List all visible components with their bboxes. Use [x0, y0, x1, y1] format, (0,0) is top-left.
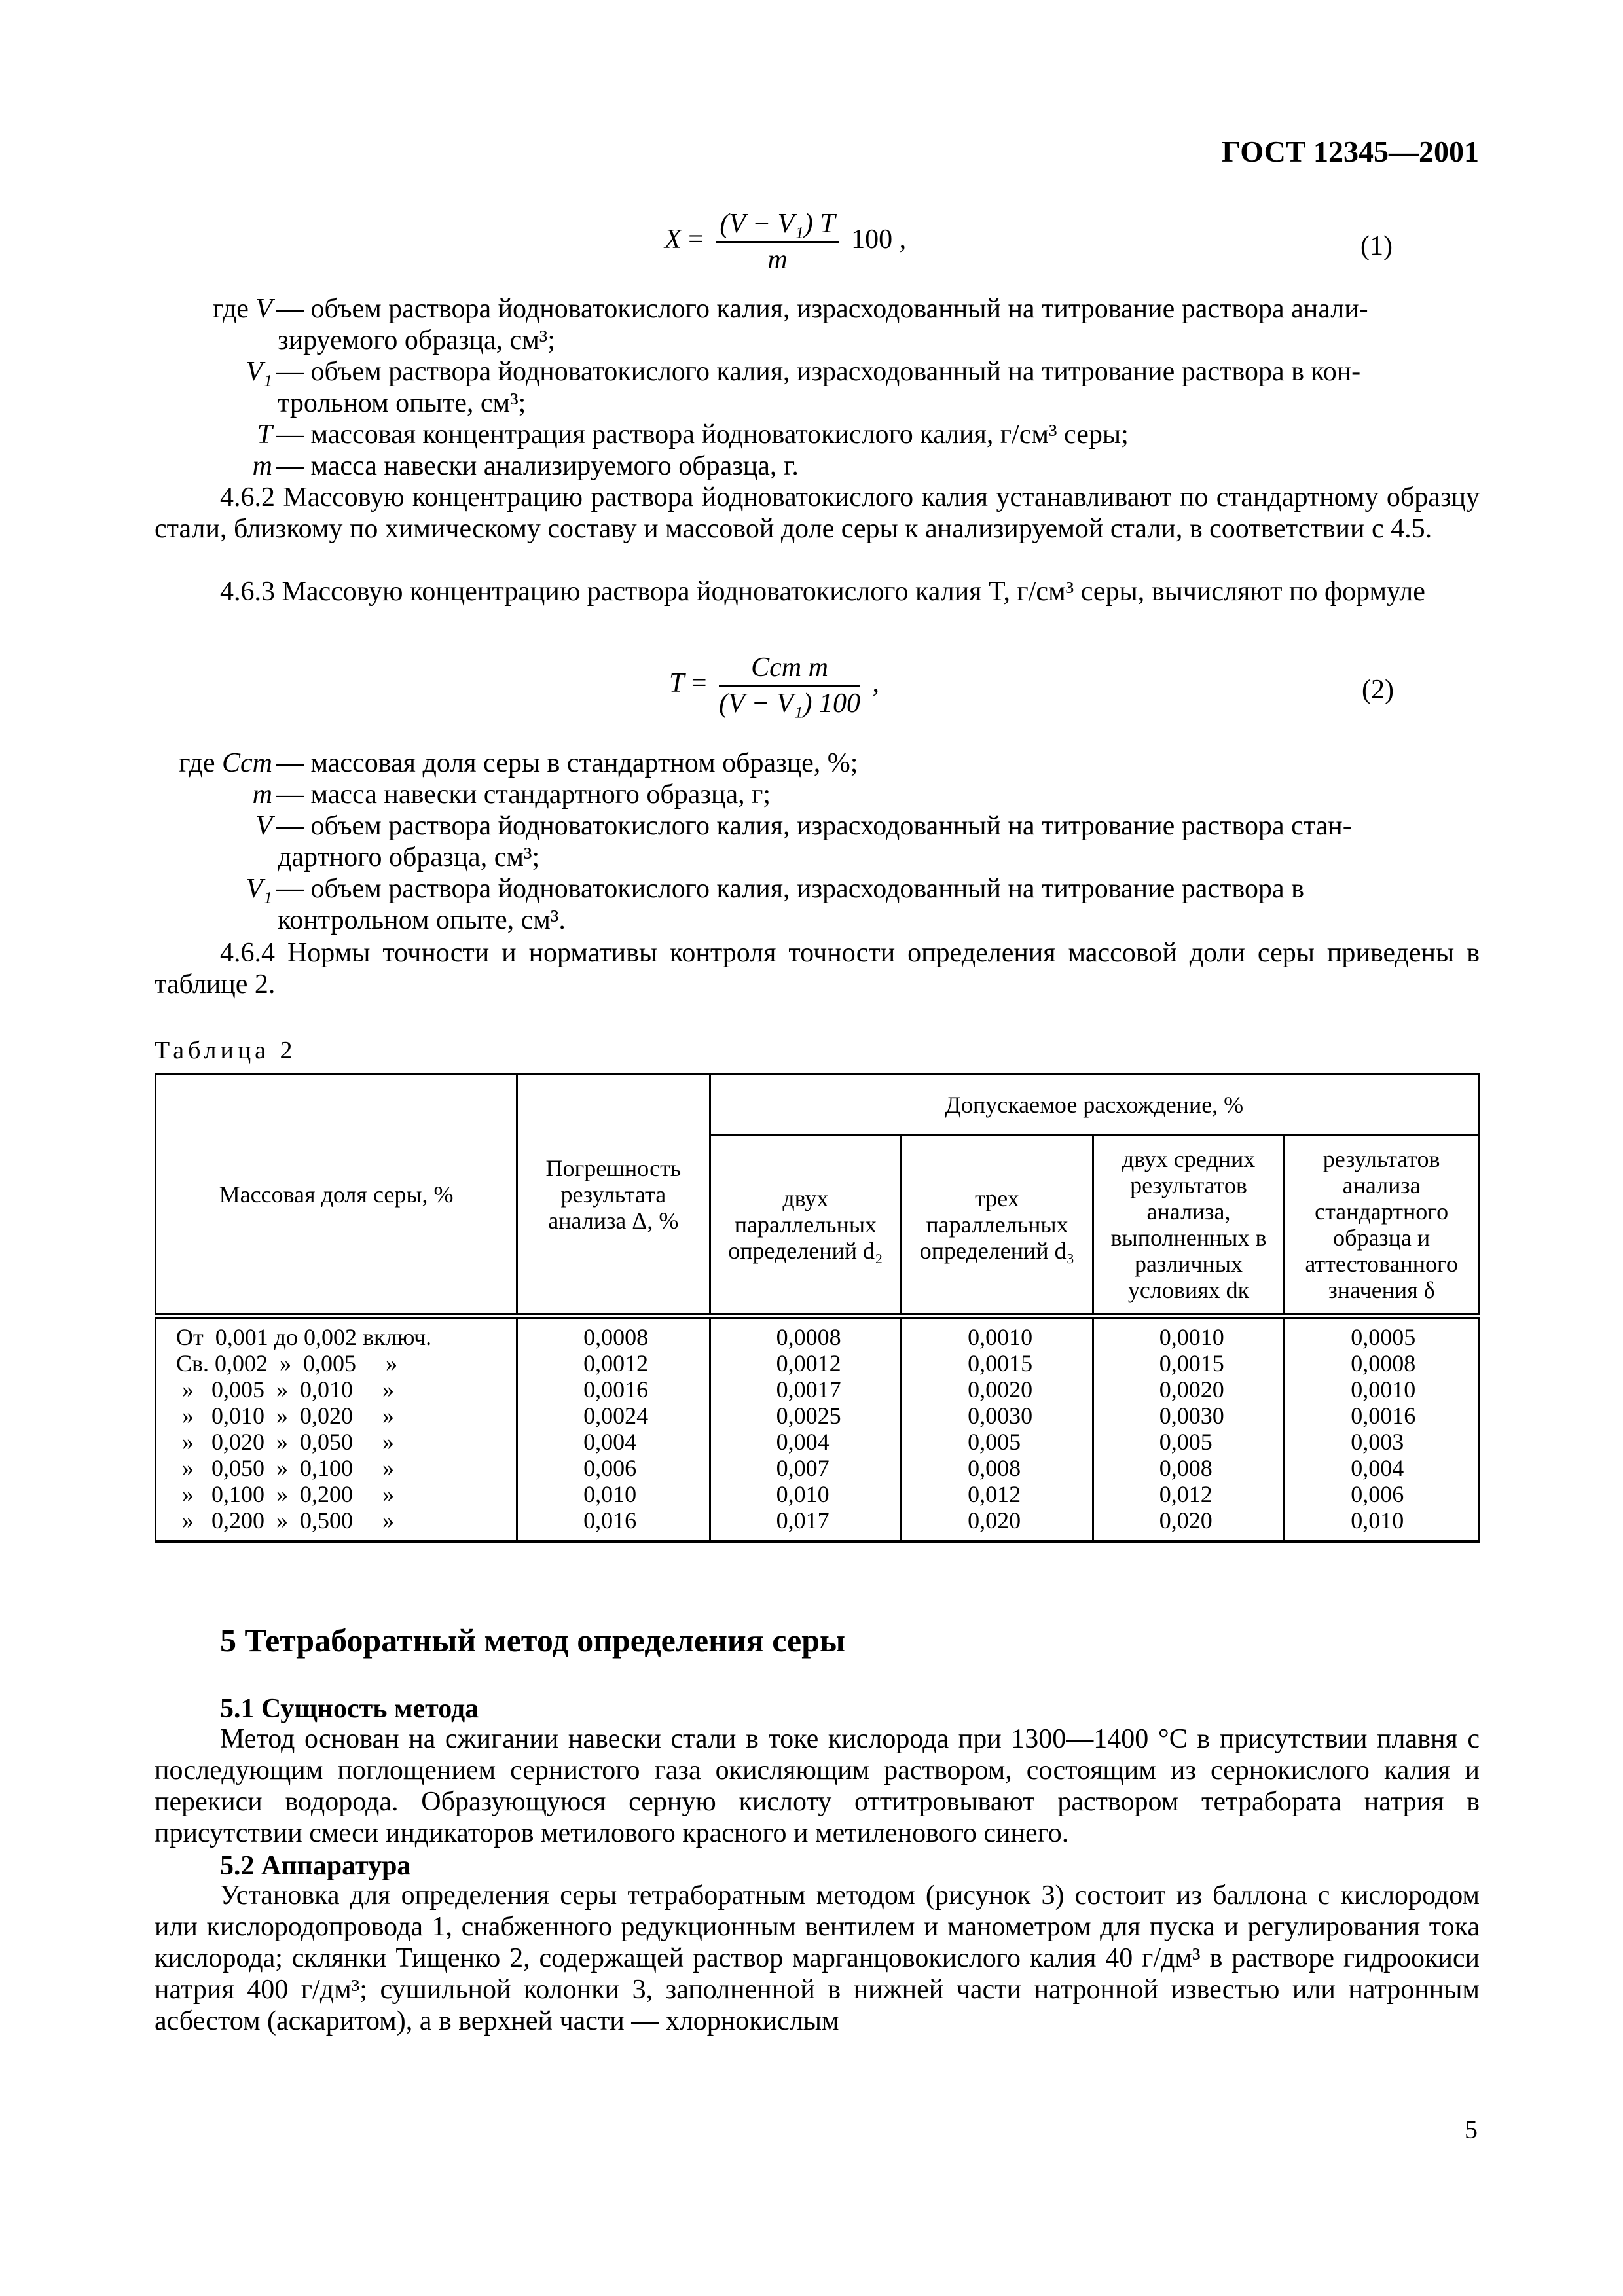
- cell-d3: 0,012: [902, 1481, 1093, 1507]
- definition-text: — объем раствора йодноватокислого калия, израсходованный на титрование раствора в: [276, 874, 1304, 904]
- paragraph-4-6-4: 4.6.4 Нормы точности и нормативы контроля точности определения массовой доли серы приведены в таблице 2.: [155, 938, 1480, 999]
- header-error: Погрешность результата анализа Δ, %: [517, 1075, 710, 1316]
- cell-d2: 0,0012: [710, 1350, 902, 1376]
- cell-dk: 0,0030: [1093, 1403, 1285, 1429]
- table-row: [156, 1507, 1479, 1541]
- header-d2: двух параллельных определений d₂: [710, 1136, 902, 1316]
- cell-delta: 0,010: [517, 1481, 710, 1507]
- formula-1-denominator: m: [767, 245, 788, 275]
- definition-continuation: контрольном опыте, см³.: [278, 905, 566, 935]
- definition-row: [155, 419, 1480, 450]
- formula-2-fraction: [719, 652, 860, 719]
- definition-symbol: V: [255, 811, 272, 841]
- table-row: [156, 1429, 1479, 1455]
- cell-dk: 0,0010: [1093, 1316, 1285, 1351]
- cell-d2: 0,0025: [710, 1403, 902, 1429]
- cell-delta: 0,0016: [517, 1376, 710, 1403]
- cell-range: » 0,200 » 0,500 »: [156, 1507, 517, 1541]
- cell-delta: 0,0024: [517, 1403, 710, 1429]
- cell-d2: 0,017: [710, 1507, 902, 1541]
- cell-dk: 0,0020: [1093, 1376, 1285, 1403]
- equation-number-2: (2): [1362, 675, 1394, 705]
- definition-symbol: V₁: [246, 357, 272, 387]
- cell-d3: 0,008: [902, 1455, 1093, 1481]
- table-row: [156, 1455, 1479, 1481]
- formula-1-fraction: [716, 208, 839, 276]
- table-row: [156, 1316, 1479, 1351]
- cell-dk: 0,012: [1093, 1481, 1285, 1507]
- table-caption: Таблица 2: [155, 1037, 297, 1064]
- definition-prefix: где: [212, 294, 249, 324]
- section-5-1-text: Метод основан на сжигании навески стали в токе кислорода при 1300—1400 °С в присутствии плавня с последующим поглощением сернистого газа окисляющим раствором, состоящим из сернокислого калия и перекиси водорода. Образующуюся серную кислоту оттитровывают раствором тетрабората натрия в присутствии смеси индикаторов метилового красного и метиленового синего.: [155, 1724, 1480, 1848]
- cell-delta_std: 0,004: [1285, 1455, 1479, 1481]
- formula-2-numerator: Cст m: [719, 652, 860, 687]
- table-2: [155, 1073, 1480, 1543]
- definition-row: [155, 779, 1480, 810]
- table-row: [156, 1481, 1479, 1507]
- cell-delta_std: 0,006: [1285, 1481, 1479, 1507]
- cell-delta: 0,0012: [517, 1350, 710, 1376]
- cell-d2: 0,0008: [710, 1316, 902, 1351]
- cell-range: Св. 0,002 » 0,005 »: [156, 1350, 517, 1376]
- cell-range: » 0,050 » 0,100 »: [156, 1455, 517, 1481]
- cell-delta: 0,016: [517, 1507, 710, 1541]
- cell-range: » 0,005 » 0,010 »: [156, 1376, 517, 1403]
- cell-d3: 0,0020: [902, 1376, 1093, 1403]
- definition-symbol: V₁: [246, 874, 272, 904]
- definition-row: [155, 873, 1480, 905]
- cell-dk: 0,005: [1093, 1429, 1285, 1455]
- header-mass-fraction: Массовая доля серы, %: [156, 1075, 517, 1316]
- cell-d2: 0,004: [710, 1429, 902, 1455]
- definition-text: — массовая концентрация раствора йодноватокислого калия, г/см³ серы;: [276, 420, 1129, 450]
- definition-continuation: зируемого образца, см³;: [278, 325, 556, 355]
- formula-2-lhs: T: [669, 668, 685, 699]
- cell-d3: 0,005: [902, 1429, 1093, 1455]
- definition-row: [155, 450, 1480, 482]
- cell-delta_std: 0,010: [1285, 1507, 1479, 1541]
- definition-symbol: T: [257, 420, 272, 450]
- document-header-id: ГОСТ 12345—2001: [1222, 135, 1479, 168]
- section-5-2-text: Установка для определения серы тетраборатным методом (рисунок 3) состоит из баллона с кислородом или кислородопровода 1, снабженного редукционным вентилем и манометром для пуска и регулирования тока кислорода; склянки Тищенко 2, содержащей раствор марганцовокислого калия 40 г/дм³ в растворе гидроокиси натрия 400 г/дм³; сушильной колонки 3, заполненной в нижней части натронной известью или натронным асбестом (аскаритом), а в верхней части — хлорнокислым: [155, 1880, 1480, 2036]
- cell-range: » 0,010 » 0,020 »: [156, 1403, 517, 1429]
- cell-range: » 0,020 » 0,050 »: [156, 1429, 517, 1455]
- cell-dk: 0,0015: [1093, 1350, 1285, 1376]
- definition-continuation: трольном опыте, см³;: [278, 388, 526, 418]
- section-5-title: 5 Тетраборатный метод определения серы: [220, 1622, 846, 1659]
- cell-delta_std: 0,0016: [1285, 1403, 1479, 1429]
- header-d3: трех параллельных определений d₃: [902, 1136, 1093, 1316]
- cell-range: » 0,100 » 0,200 »: [156, 1481, 517, 1507]
- formula-1-multiplier: 100 ,: [851, 224, 907, 255]
- page-number: 5: [1465, 2115, 1478, 2144]
- formula-2: T = $\frac{\text{Cст m}}{\text{(V − V₁) 100}}$ ,: [669, 653, 880, 719]
- cell-d2: 0,007: [710, 1455, 902, 1481]
- paragraph-4-6-3: 4.6.3 Массовую концентрацию раствора йодноватокислого калия T, г/см³ серы, вычисляют по формуле: [220, 577, 1425, 607]
- cell-d3: 0,0015: [902, 1350, 1093, 1376]
- cell-d3: 0,020: [902, 1507, 1093, 1541]
- table-row: [156, 1376, 1479, 1403]
- cell-delta_std: 0,0010: [1285, 1376, 1479, 1403]
- cell-delta: 0,0008: [517, 1316, 710, 1351]
- cell-delta_std: 0,0005: [1285, 1316, 1479, 1351]
- definition-row: [155, 293, 1480, 325]
- definition-row: [155, 747, 1480, 779]
- definition-text: — масса навески анализируемого образца, г.: [276, 451, 799, 481]
- definition-row: [155, 356, 1480, 387]
- definitions-formula-2: [155, 747, 1480, 936]
- formula-1: X = $\frac{\text{(V − V₁) T}}{m}$ 100 ,: [665, 209, 907, 275]
- formula-2-denominator: (V − V₁) 100: [719, 689, 861, 719]
- table-row: [156, 1350, 1479, 1376]
- cell-dk: 0,008: [1093, 1455, 1285, 1481]
- header-dk: двух средних результатов анализа, выполненных в различных условиях dк: [1093, 1136, 1285, 1316]
- definition-text: — объем раствора йодноватокислого калия, израсходованный на титрование раствора в кон-: [276, 357, 1361, 387]
- header-allowed-discrepancy: Допускаемое расхождение, %: [710, 1075, 1478, 1136]
- cell-d3: 0,0010: [902, 1316, 1093, 1351]
- formula-2-suffix: ,: [872, 668, 880, 699]
- section-5-2-title: 5.2 Аппаратура: [220, 1851, 411, 1881]
- formula-1-numerator: (V − V₁) T: [716, 208, 839, 243]
- definition-text: — масса навески стандартного образца, г;: [276, 780, 771, 810]
- cell-delta_std: 0,003: [1285, 1429, 1479, 1455]
- cell-d2: 0,010: [710, 1481, 902, 1507]
- definition-symbol: m: [252, 780, 272, 810]
- paragraph-4-6-2: 4.6.2 Массовую концентрацию раствора йодноватокислого калия устанавливают по стандартному образцу стали, близкому по химическому составу и массовой доле серы к анализируемой стали, в соответствии с 4.5.: [155, 482, 1480, 544]
- cell-delta: 0,006: [517, 1455, 710, 1481]
- table-row: [156, 1403, 1479, 1429]
- section-5-1-title: 5.1 Сущность метода: [220, 1694, 479, 1724]
- definition-symbol: m: [252, 451, 272, 481]
- definition-row: [155, 810, 1480, 842]
- definitions-formula-1: [155, 293, 1480, 482]
- cell-delta_std: 0,0008: [1285, 1350, 1479, 1376]
- cell-d2: 0,0017: [710, 1376, 902, 1403]
- formula-1-lhs: X: [665, 224, 682, 255]
- header-delta: результатов анализа стандартного образца и аттестованного значения δ: [1285, 1136, 1479, 1316]
- definition-prefix: где: [179, 748, 215, 778]
- definition-symbol: V: [255, 294, 272, 324]
- definition-text: — объем раствора йодноватокислого калия, израсходованный на титрование раствора стан-: [276, 811, 1352, 841]
- cell-delta: 0,004: [517, 1429, 710, 1455]
- equation-number-1: (1): [1360, 231, 1393, 261]
- definition-text: — объем раствора йодноватокислого калия, израсходованный на титрование раствора анали-: [276, 294, 1368, 324]
- definition-symbol: Cст: [222, 748, 272, 778]
- cell-range: От 0,001 до 0,002 включ.: [156, 1316, 517, 1351]
- cell-dk: 0,020: [1093, 1507, 1285, 1541]
- definition-text: — массовая доля серы в стандартном образце, %;: [276, 748, 858, 778]
- definition-continuation: дартного образца, см³;: [278, 842, 540, 872]
- cell-d3: 0,0030: [902, 1403, 1093, 1429]
